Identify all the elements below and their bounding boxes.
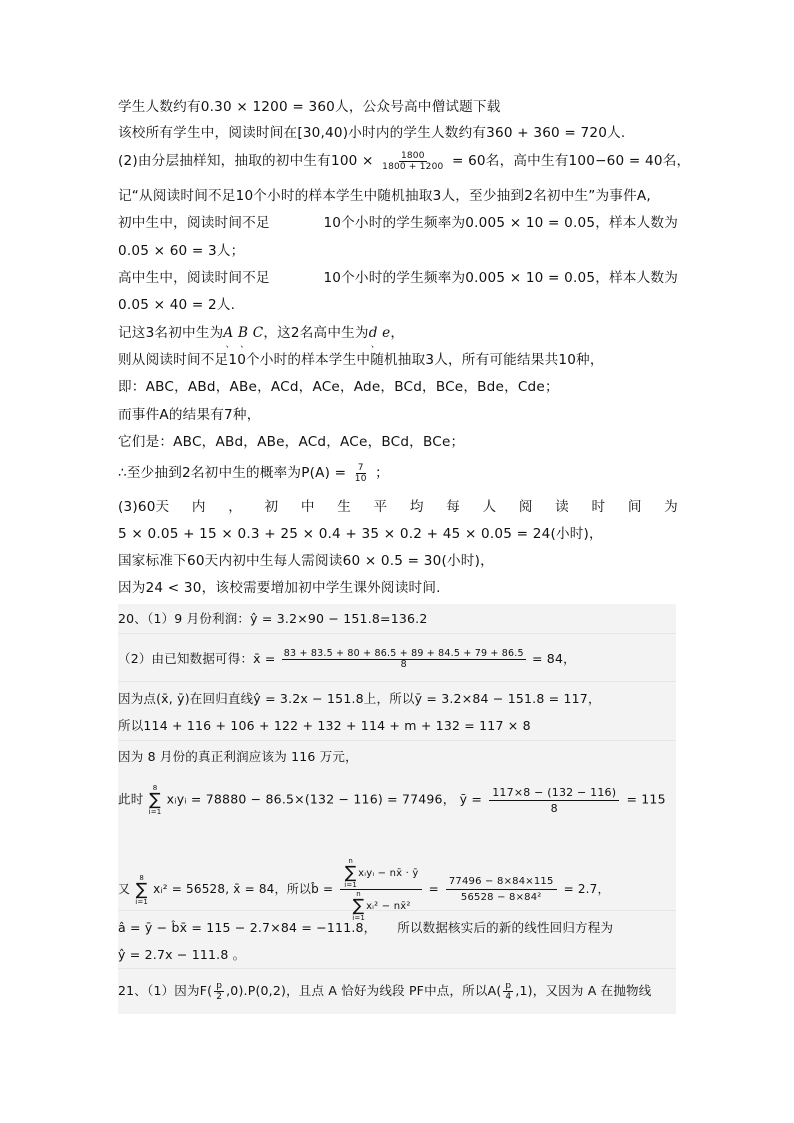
text-line: 20、（1）9 月份利润：ŷ = 3.2×90 − 151.8=136.2: [118, 611, 428, 626]
text-fragment: 此时: [118, 791, 144, 807]
sum-upper-limit: 8: [152, 784, 158, 792]
fraction-denominator: 8: [550, 801, 558, 815]
text-line: 该校所有学生中，阅读时间在[30,40)小时内的学生人数约有360 + 360 = 720人.: [118, 125, 626, 141]
text-fragment: xᵢ² = 56528, x̄ = 84，所以b̂ =: [153, 882, 334, 896]
fraction: [489, 785, 619, 816]
text-fragment: 又: [118, 882, 131, 896]
sigma-icon: ∑: [352, 896, 365, 916]
fraction-denominator: 2: [216, 992, 223, 1002]
fraction-denominator: 4: [505, 992, 512, 1002]
text-fragment: = 60名，高中生有100−60 = 40名，: [451, 153, 691, 169]
text-fragment: 平: [373, 499, 388, 515]
fraction-numerator: p: [505, 981, 512, 991]
text-line: 5 × 0.05 + 15 × 0.3 + 25 × 0.4 + 35 × 0.2 + 45 × 0.05 = 24(小时)，: [118, 526, 603, 542]
text-fragment: ，: [390, 325, 405, 341]
fraction: [446, 874, 557, 905]
text-fragment: 高中生中，阅读时间不足: [118, 270, 270, 286]
text-line: 0.05 × 40 = 2人.: [118, 297, 236, 313]
fraction-numerator: 117×8 − (132 − 116): [489, 785, 619, 801]
text-fragment: ȳ =: [459, 791, 483, 807]
text-line: 学生人数约有0.30 × 1200 = 360人，公众号高中僧试题下载: [118, 99, 501, 115]
letter: d 、: [369, 325, 378, 341]
text-fragment: 所以数据核实后的新的线性回归方程为: [397, 920, 614, 935]
sigma-icon: ∑: [135, 879, 148, 900]
text-line: 因为 8 月份的真正利润应该为 116 万元，: [118, 749, 358, 764]
divider: [118, 968, 676, 969]
text-fragment: = 2.7，: [563, 882, 610, 896]
text-line: 而事件A的结果有7种，: [118, 407, 261, 423]
fraction: [282, 649, 526, 670]
fraction-denominator: 8: [400, 659, 407, 670]
text-line: [118, 150, 691, 172]
text-fragment: 时: [591, 499, 606, 515]
divider: [118, 740, 676, 741]
sum-symbol: [344, 857, 357, 889]
text-fragment: 初: [264, 499, 279, 515]
sum-lower-limit: i=1: [148, 808, 162, 816]
text-fragment: 间: [627, 499, 642, 515]
text-fragment: 为: [664, 499, 678, 515]
text-fragment: ∴至少抽到2名初中生的概率为P(A) =: [118, 465, 347, 481]
text-fragment: 均: [409, 499, 424, 515]
text-line: [118, 212, 678, 234]
text-fragment: ；: [375, 465, 389, 481]
fraction-denominator: 56528 − 8×84²: [460, 892, 542, 903]
fraction: [214, 981, 224, 1002]
fraction-numerator: 83 + 83.5 + 80 + 86.5 + 89 + 84.5 + 79 + 86.5: [283, 648, 524, 659]
sum-lower-limit: i=1: [344, 881, 358, 889]
text-fragment: 人: [482, 499, 497, 515]
text-fragment: 10个小时的学生频率为0.005 × 10 = 0.05，样本人数为: [323, 215, 678, 231]
fraction-numerator: 77496 − 8×84×115: [446, 874, 557, 890]
text-fragment: xᵢyᵢ = 78880 − 86.5×(132 − 116) = 77496，: [166, 791, 456, 807]
sum-lower-limit: i=1: [135, 897, 149, 906]
letter: A 、: [223, 325, 233, 341]
text-line: 则从阅读时间不足10个小时的样本学生中随机抽取3人，所有可能结果共10种，: [118, 352, 604, 368]
text-line: [118, 917, 678, 939]
text-line: [118, 462, 678, 484]
sum-lower-limit: i=1: [352, 914, 366, 922]
letter: C: [252, 325, 264, 341]
text-fragment: 记这3名初中生为: [118, 325, 224, 341]
letter: B 、: [238, 325, 248, 341]
text-line: 它们是：ABC，ABd，ABe，ACd，ACe，BCd，BCe；: [118, 434, 465, 450]
text-fragment: = 84，: [531, 651, 576, 666]
text-fragment: 内: [191, 499, 206, 515]
sum-symbol: [149, 784, 162, 816]
fraction: [503, 981, 513, 1002]
text-line: [118, 980, 678, 1002]
text-line: 所以114 + 116 + 106 + 122 + 132 + 114 + m + 132 = 117 × 8: [118, 718, 531, 733]
fraction: [380, 151, 445, 172]
text-fragment: 阅: [518, 499, 533, 515]
text-fragment: 初中生中，阅读时间不足: [118, 215, 270, 231]
sum-symbol: [135, 874, 148, 906]
text-fragment: ,0).P(0,2)，且点 A 恰好为线段 PF中点，所以A(: [226, 983, 502, 998]
sigma-icon: ∑: [344, 863, 357, 883]
text-line: 即：ABC，ABd，ABe，ACd，ACe，Ade，BCd，BCe，Bde，Cde；: [118, 379, 559, 395]
text-fragment: = 115: [626, 791, 666, 807]
text-fragment: (3)60天: [118, 499, 170, 515]
fraction-numerator: p: [216, 981, 223, 991]
fraction-numerator: 1800: [400, 150, 425, 161]
fraction-denominator: 10: [354, 473, 367, 484]
text-line: [118, 267, 678, 289]
fraction: [340, 857, 421, 922]
text-line: 记“从阅读时间不足10个小时的样本学生中随机抽取3人，至少抽到2名初中生”为事件A,: [118, 188, 651, 204]
text-line: 国家标准下60天内初中生每人需阅读60 × 0.5 = 30(小时)，: [118, 553, 494, 569]
sum-upper-limit: 8: [139, 873, 144, 882]
text-fragment: =: [428, 882, 439, 896]
text-fragment: xᵢ² − nx̄²: [366, 901, 411, 912]
text-fragment: â = ȳ − b̂x̄ = 115 − 2.7×84 = −111.8，: [118, 920, 377, 935]
text-fragment: (2)由分层抽样知，抽取的初中生有100 ×: [118, 153, 374, 169]
text-fragment: 21、（1）因为F(: [118, 983, 213, 998]
text-line: 因为24 < 30，该校需要增加初中学生课外阅读时间.: [118, 580, 441, 596]
text-fragment: xᵢyᵢ − nx̄ · ȳ: [358, 868, 419, 879]
fraction-denominator: 1800 + 1200: [382, 161, 444, 172]
sum-upper-limit: n: [356, 890, 361, 898]
text-fragment: 读: [555, 499, 569, 515]
sum-upper-limit: n: [348, 857, 353, 865]
text-fragment: 每: [446, 499, 460, 515]
text-fragment: ,1)，又因为 A 在抛物线: [515, 983, 652, 998]
text-fragment: 中: [300, 499, 315, 515]
sigma-icon: ∑: [149, 790, 161, 810]
text-line: 因为点(x̄, ȳ)在回归直线ŷ = 3.2x − 151.8上，所以ȳ = 3.2×84 − 151.8 = 117，: [118, 691, 601, 706]
text-fragment: 生: [337, 499, 351, 515]
text-line: 0.05 × 60 = 3人；: [118, 243, 245, 259]
fraction-numerator: 7: [357, 462, 364, 473]
text-fragment: 10个小时的学生频率为0.005 × 10 = 0.05，样本人数为: [323, 270, 678, 286]
divider: [118, 681, 676, 682]
fraction: [353, 463, 369, 484]
text-fragment: （2）由已知数据可得：x̄ =: [118, 651, 276, 666]
text-line: [118, 322, 678, 344]
text-line: [118, 784, 678, 816]
text-line: ŷ = 2.7x − 111.8 。: [118, 947, 246, 962]
text-line: [118, 496, 678, 518]
text-line: [118, 648, 678, 670]
fraction-numerator: [340, 857, 421, 890]
text-fragment: ，: [228, 499, 243, 515]
divider: [118, 633, 676, 634]
text-line: [118, 857, 678, 922]
text-fragment: ，这2名高中生为: [263, 325, 369, 341]
letter: e: [382, 325, 391, 341]
